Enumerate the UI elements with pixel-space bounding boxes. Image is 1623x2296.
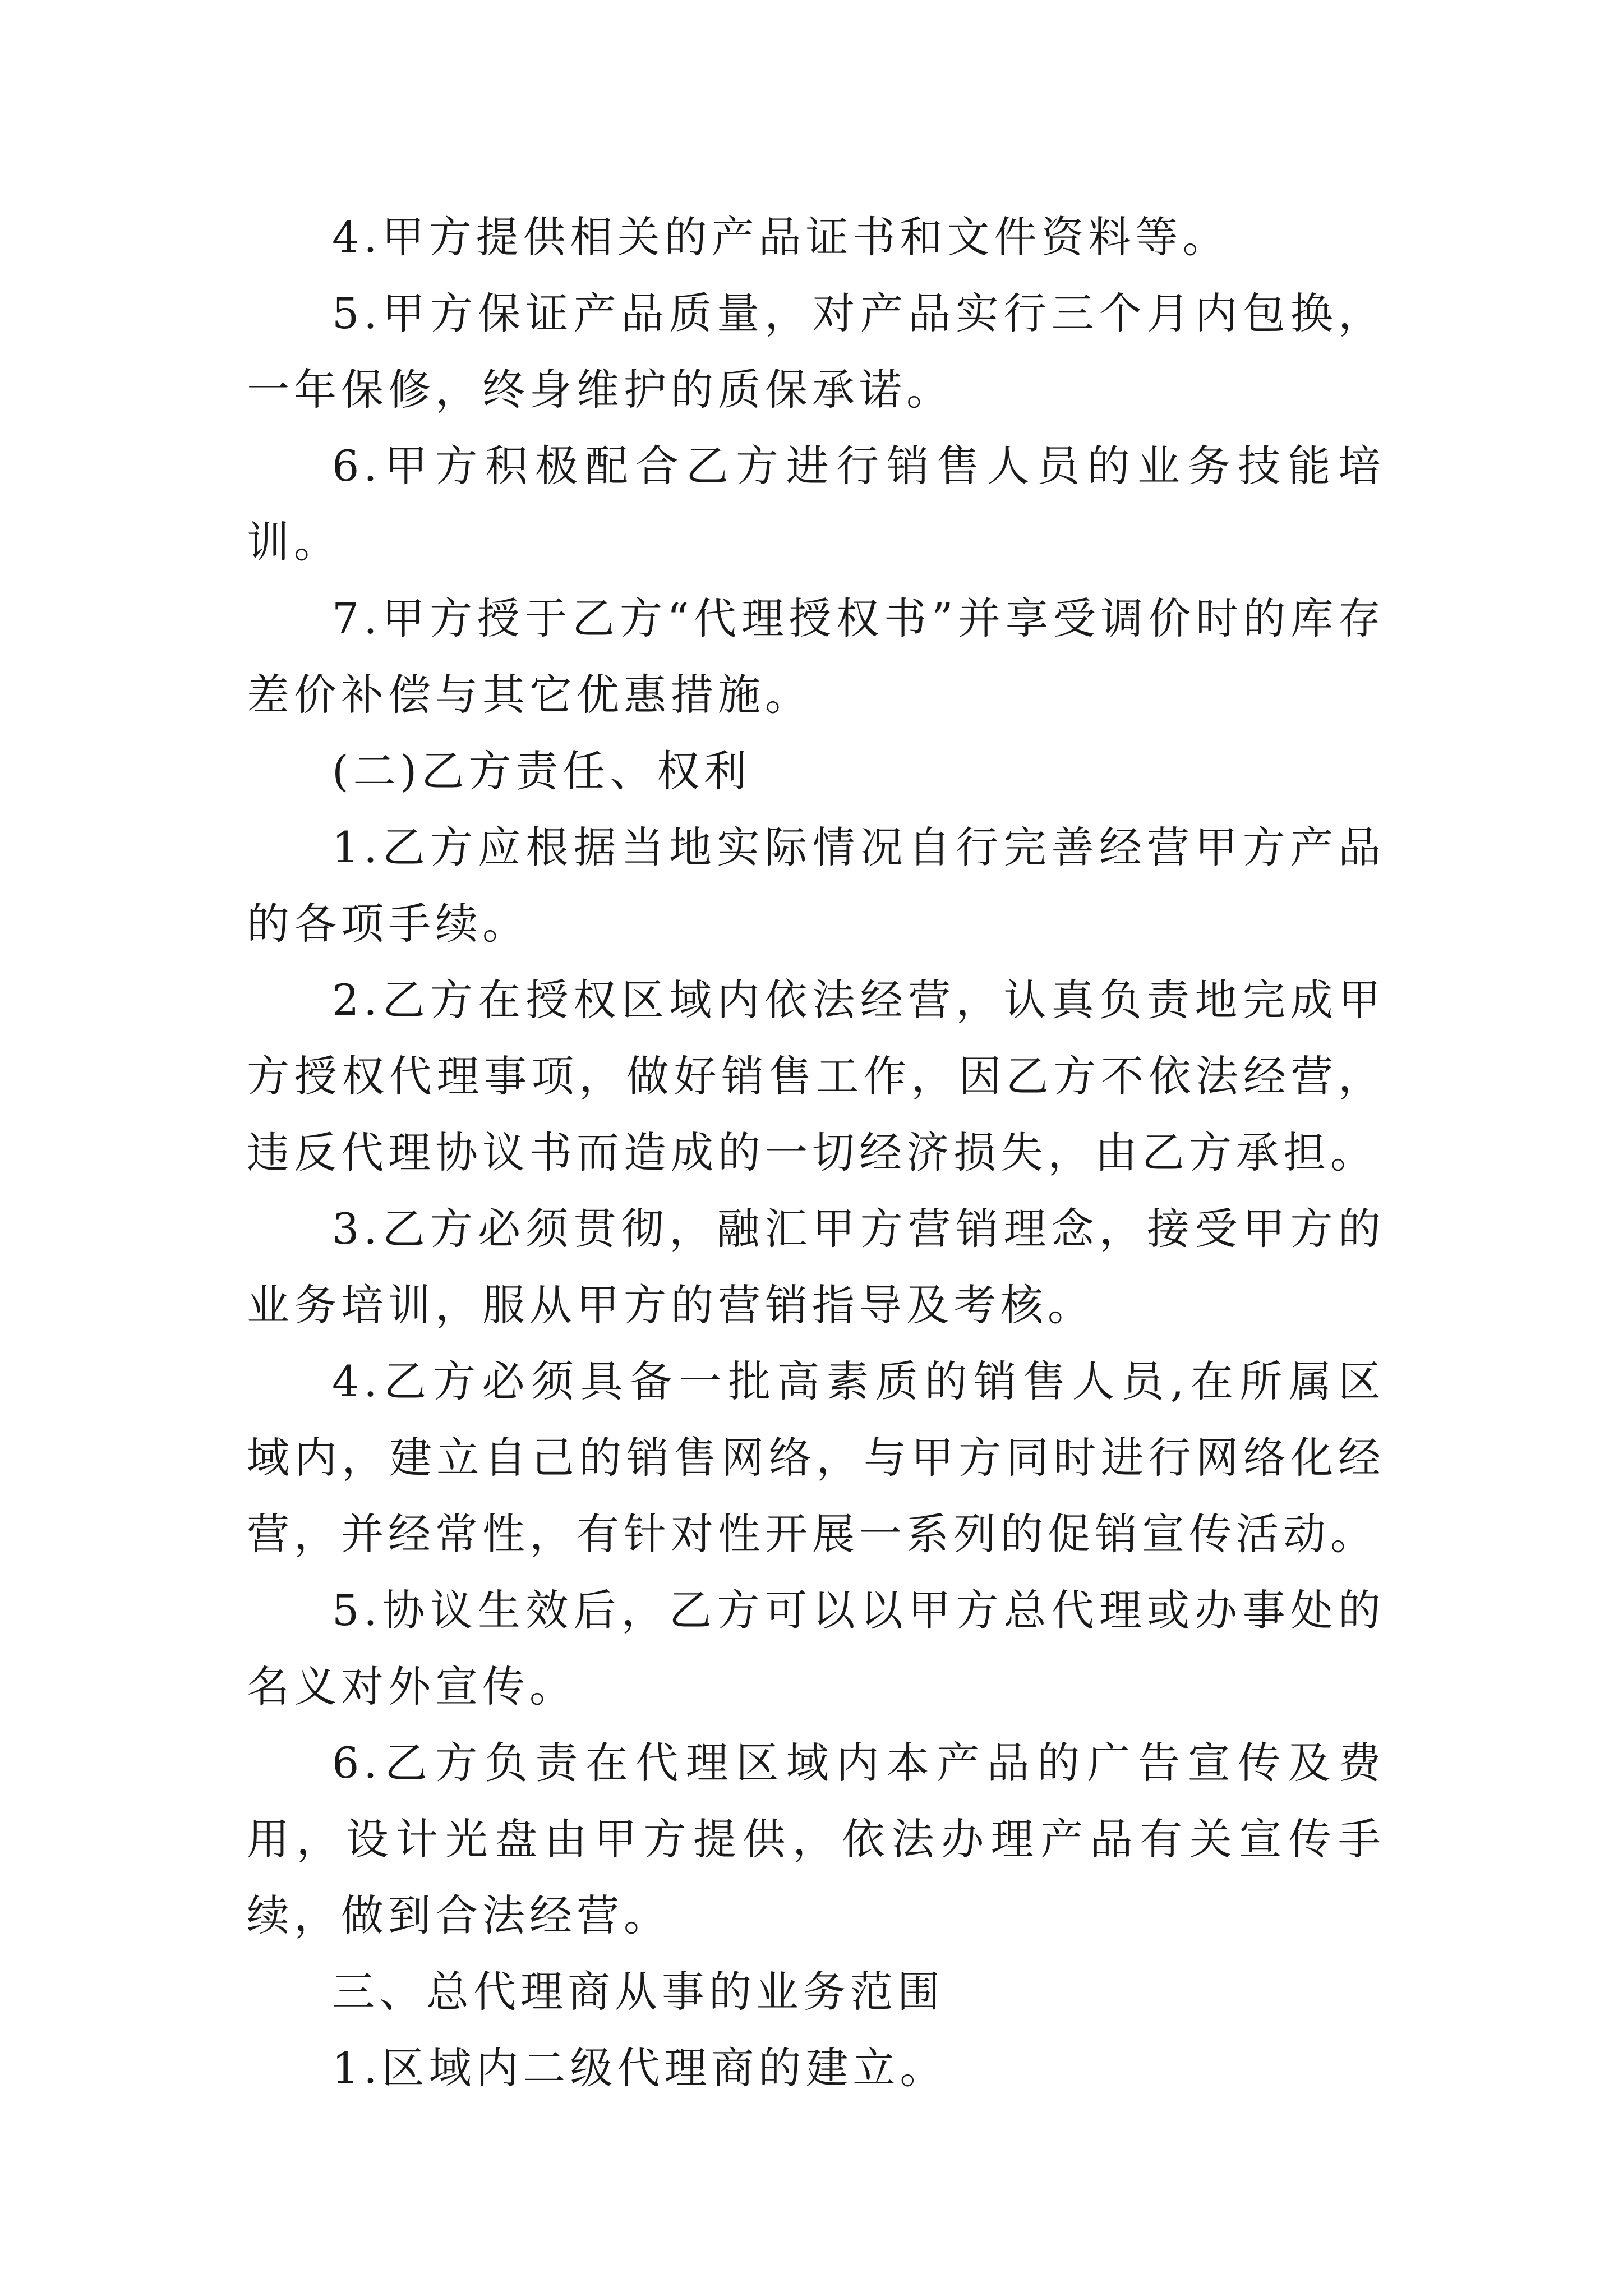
paragraph-item-4: 4.甲方提供相关的产品证书和文件资料等。 (332, 212, 1230, 262)
paragraph-b-item-4: 4.乙方必须具备一批高素质的销售人员,在所属区域内，建立自己的销售网络，与甲方同时进行网络化经营，并经常性，有针对性开展一系列的促销宣传活动。 (247, 1356, 1385, 1559)
section-heading-business-scope: 三、总代理商从事的业务范围 (332, 1967, 944, 2017)
paragraph-b-item-1: 1.乙方应根据当地实际情况自行完善经营甲方产品的各项手续。 (247, 822, 1385, 949)
paragraph-b-item-3: 3.乙方必须贯彻，融汇甲方营销理念，接受甲方的业务培训，服从甲方的营销指导及考核。 (247, 1204, 1385, 1330)
paragraph-b-item-2: 2.乙方在授权区域内依法经营，认真负责地完成甲方授权代理事项，做好销售工作，因乙方不依法经营，违反代理协议书而造成的一切经济损失，由乙方承担。 (247, 975, 1385, 1177)
paragraph-item-6: 6.甲方积极配合乙方进行销售人员的业务技能培训。 (247, 441, 1385, 567)
paragraph-b-item-6: 6.乙方负责在代理区域内本产品的广告宣传及费用，设计光盘由甲方提供，依法办理产品有关宣传手续，做到合法经营。 (247, 1738, 1385, 1940)
paragraph-scope-item-1: 1.区域内二级代理商的建立。 (332, 2043, 947, 2093)
paragraph-item-5: 5.甲方保证产品质量，对产品实行三个月内包换，一年保修，终身维护的质保承诺。 (247, 288, 1385, 415)
paragraph-b-item-5: 5.协议生效后，乙方可以以甲方总代理或办事处的名义对外宣传。 (247, 1585, 1385, 1711)
paragraph-item-7: 7.甲方授于乙方“代理授权书”并享受调价时的库存差价补偿与其它优惠措施。 (247, 593, 1385, 720)
document-body (247, 199, 1385, 2106)
section-heading-party-b: (二)乙方责任、权利 (332, 746, 751, 796)
